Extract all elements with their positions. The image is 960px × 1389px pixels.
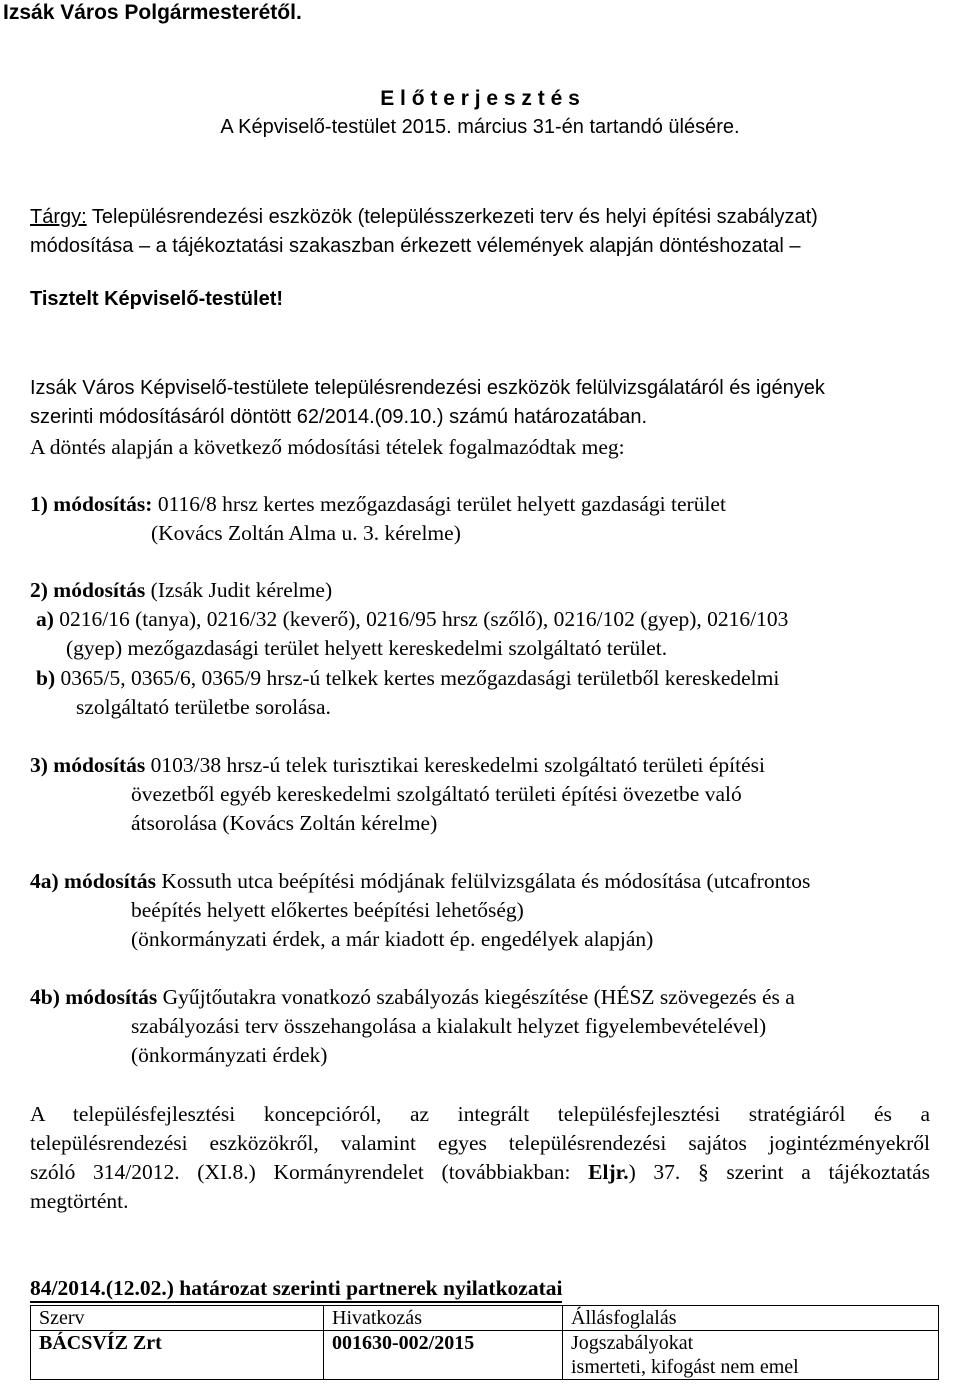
intro-line-2: szerinti módosításáról döntött 62/2014.(09.10.) számú határozatában. (30, 406, 648, 428)
modification-2b-label: b) (36, 666, 56, 690)
modification-4b-line-2: szabályozási terv összehangolása a kialakult helyzet figyelembevételével) (131, 1014, 767, 1038)
partners-table (30, 1305, 939, 1380)
modification-2-label: 2) módosítás (30, 578, 146, 602)
title-text: E l ő t e r j e s z t é s (380, 87, 580, 110)
legal-para-text-c: ) 37. § szerint a tájékoztatás (628, 1160, 930, 1184)
modification-3-label: 3) módosítás (30, 753, 146, 777)
legal-para-line-3 (30, 1158, 930, 1187)
modification-4a (30, 867, 810, 896)
sender-line: Izsák Város Polgármesterétől. (3, 1, 302, 24)
modification-1-label: 1) módosítás: (30, 492, 153, 516)
cell-position-line-2: ismerteti, kifogást nem emel (571, 1356, 799, 1378)
modification-2a-label: a) (36, 607, 54, 631)
modification-4a-label: 4a) módosítás (30, 869, 157, 893)
salutation: Tisztelt Képviselő-testület! (30, 288, 284, 310)
legal-para-line-2: településrendezési eszközökről, valamint egyes településrendezési sajátos jogintézményekről (30, 1131, 930, 1155)
header-cell-ref: Hivatkozás (324, 1306, 563, 1331)
modification-2 (30, 576, 332, 605)
modification-4a-text: Kossuth utca beépítési módjának felülvizsgálata és módosítása (utcafrontos (156, 869, 811, 893)
modification-4b (30, 983, 795, 1012)
modification-3-line-3: átsorolása (Kovács Zoltán kérelme) (131, 811, 438, 835)
modification-1-text: 0116/8 hrsz kertes mezőgazdasági terület helyett gazdasági terület (152, 492, 726, 516)
modification-4a-line-3: (önkormányzati érdek, a már kiadott ép. engedélyek alapján) (131, 927, 654, 951)
modification-4b-line-3: (önkormányzati érdek) (131, 1043, 328, 1067)
table-row (31, 1331, 939, 1380)
subject-line-1 (30, 203, 818, 232)
intro-line-3: A döntés alapján a következő módosítási tételek fogalmazódtak meg: (30, 435, 625, 459)
cell-position-line-1: Jogszabályokat (571, 1332, 694, 1354)
header-cell-position: Állásfoglalás (563, 1306, 939, 1331)
legal-para-line-1: A településfejlesztési koncepcióról, az integrált településfejlesztési stratégiáról és a (30, 1102, 930, 1126)
subject-label: Tárgy: (30, 206, 87, 228)
cell-org: BÁCSVÍZ Zrt (31, 1331, 324, 1380)
modification-2-title: (Izsák Judit kérelme) (145, 578, 333, 602)
intro-line-1: Izsák Város Képviselő-testülete településrendezési eszközök felülvizsgálatáról és igények (30, 377, 825, 399)
modification-2b-line-2: szolgáltató területbe sorolása. (76, 695, 331, 719)
header-cell-org: Szerv (31, 1306, 324, 1331)
modification-3-line-2: övezetből egyéb kereskedelmi szolgáltató területi építési övezetbe való (131, 782, 742, 806)
document-subtitle: A Képviselő-testület 2015. március 31-én tartandó ülésére. (220, 116, 740, 138)
modification-2a-line-2: (gyep) mezőgazdasági terület helyett kereskedelmi szolgáltató terület. (66, 636, 668, 660)
modification-3 (30, 751, 765, 780)
modification-2b (36, 664, 779, 693)
legal-para-bold-term: Eljr. (588, 1160, 629, 1184)
modification-4b-label: 4b) módosítás (30, 985, 158, 1009)
modification-1-line-2: (Kovács Zoltán Alma u. 3. kérelme) (151, 521, 461, 545)
modification-4a-line-2: beépítés helyett előkertes beépítési lehetőség) (131, 898, 524, 922)
table-header-row (31, 1306, 939, 1331)
modification-2a (36, 605, 788, 634)
subject-text-1: Településrendezési eszközök (településszerkezeti terv és helyi építési szabályzat) (86, 206, 818, 228)
modification-2b-text: 0365/5, 0365/6, 0365/9 hrsz-ú telkek kertes mezőgazdasági területből kereskedelmi (55, 666, 780, 690)
modification-2a-text: 0216/16 (tanya), 0216/32 (keverő), 0216/95 hrsz (szőlő), 0216/102 (gyep), 0216/103 (53, 607, 789, 631)
legal-para-line-4: megtörtént. (30, 1189, 129, 1213)
cell-position (563, 1331, 939, 1380)
legal-para-text-a: szóló 314/2012. (XI.8.) Kormányrendelet (továbbiakban: (30, 1160, 589, 1184)
modification-1 (30, 490, 726, 519)
subject-line-2: módosítása – a tájékoztatási szakaszban érkezett vélemények alapján döntéshozatal – (30, 235, 801, 257)
modification-3-text: 0103/38 hrsz-ú telek turisztikai kereskedelmi szolgáltató területi építési (145, 753, 766, 777)
modification-4b-text: Gyűjtőutakra vonatkozó szabályozás kiegészítése (HÉSZ szövegezés és a (157, 985, 795, 1009)
document-title (0, 84, 960, 113)
partners-heading: 84/2014.(12.02.) határozat szerinti partnerek nyilatkozatai (30, 1275, 562, 1303)
cell-ref: 001630-002/2015 (324, 1331, 563, 1380)
